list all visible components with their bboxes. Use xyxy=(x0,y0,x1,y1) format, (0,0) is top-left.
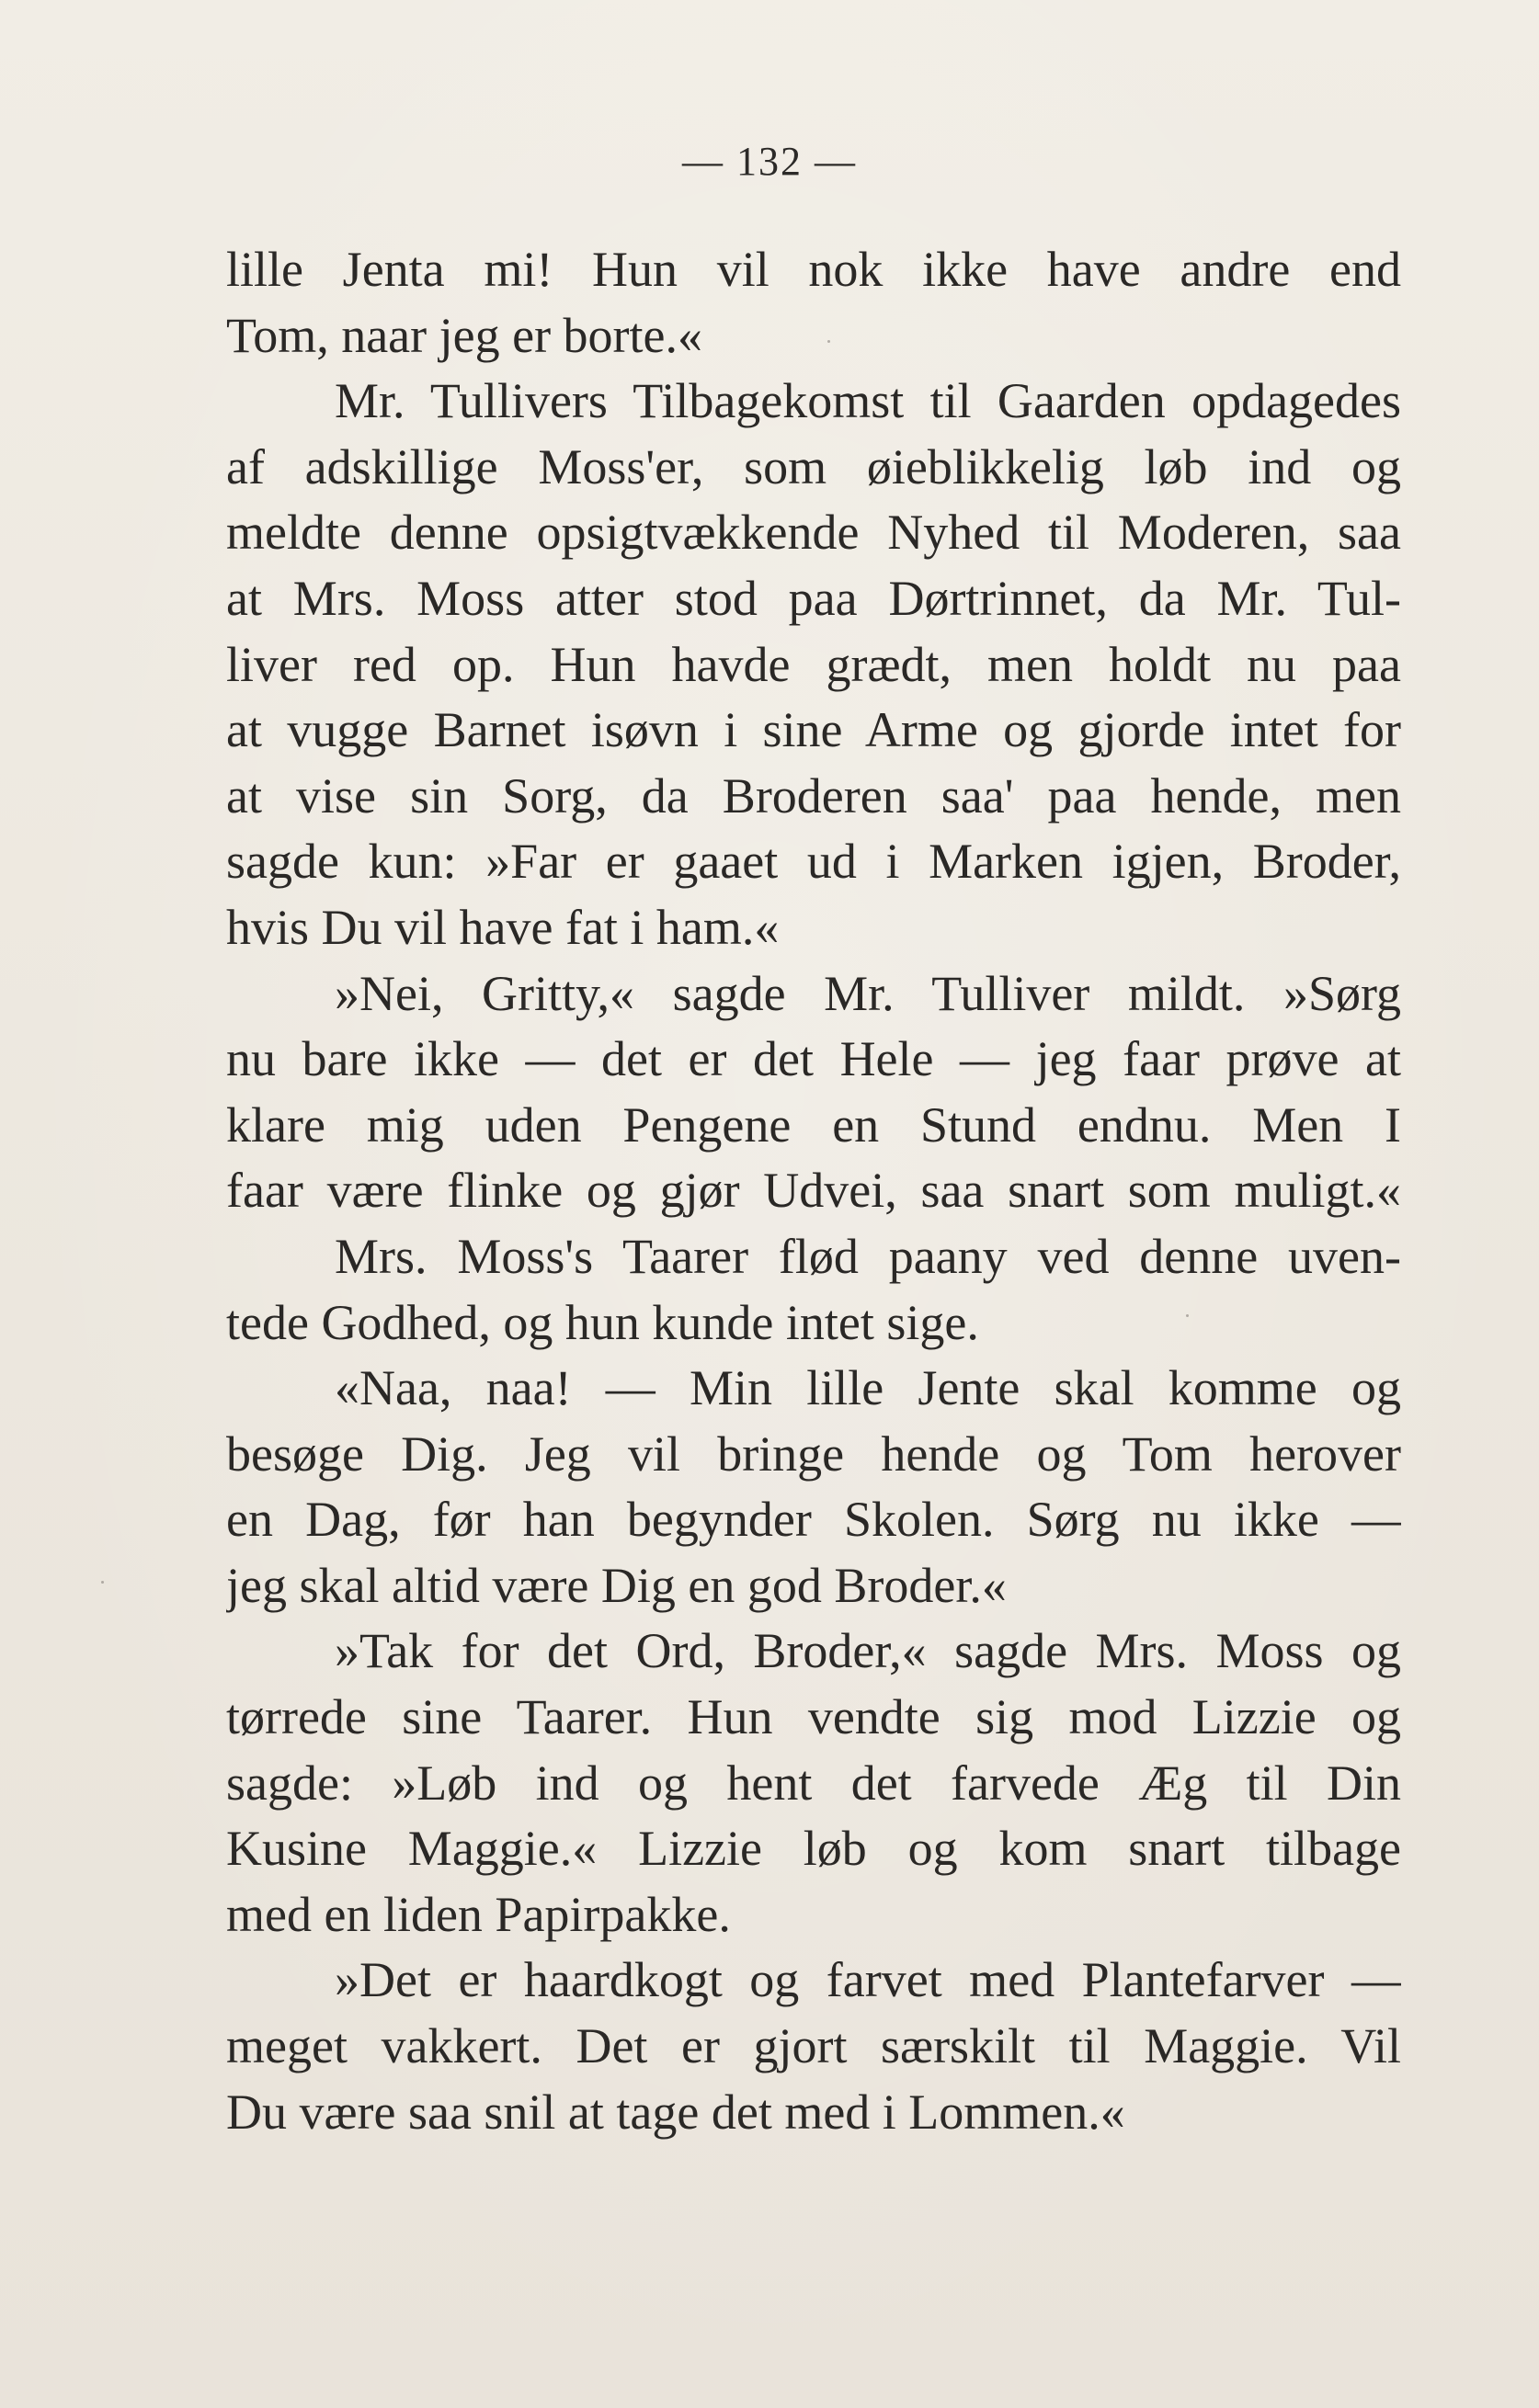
text-line: besøge Dig. Jeg vil bringe hende og Tom herover xyxy=(226,1425,1401,1482)
text-line: faar være flinke og gjør Udvei, saa snart som muligt.« xyxy=(226,1163,1401,1219)
text-line: en Dag, før han begynder Skolen. Sørg nu ikke — xyxy=(226,1492,1401,1548)
text-line: Mrs. Moss's Taarer flød paany ved denne uven- xyxy=(335,1228,1401,1284)
text-line: sagde kun: »Far er gaaet ud i Marken igjen, Broder, xyxy=(226,834,1401,890)
text-line: liver red op. Hun havde grædt, men holdt nu paa xyxy=(226,636,1401,692)
text-line: lille Jenta mi! Hun vil nok ikke have andre end xyxy=(226,242,1401,297)
paper-speck xyxy=(827,340,830,343)
text-line: Tom, naar jeg er borte.« xyxy=(226,307,703,363)
text-line: sagde: »Løb ind og hent det farvede Æg til Din xyxy=(226,1755,1401,1811)
page-number: — 132 — xyxy=(682,139,857,184)
text-line: meget vakkert. Det er gjort særskilt til Maggie. Vil xyxy=(226,2018,1401,2074)
text-line: tørrede sine Taarer. Hun vendte sig mod Lizzie og xyxy=(226,1689,1401,1745)
text-line: af adskillige Moss'er, som øieblikkelig løb ind og xyxy=(226,438,1401,494)
text-line: meldte denne opsigtvækkende Nyhed til Moderen, saa xyxy=(226,505,1401,561)
text-line: Mr. Tullivers Tilbagekomst til Gaarden opdagedes xyxy=(335,373,1401,429)
body-text xyxy=(226,237,1401,2145)
text-line: «Naa, naa! — Min lille Jente skal komme og xyxy=(335,1360,1401,1416)
paper-speck xyxy=(1186,1314,1189,1317)
paper-speck xyxy=(101,1581,104,1584)
text-line: tede Godhed, og hun kunde intet sige. xyxy=(226,1294,979,1350)
text-line: at Mrs. Moss atter stod paa Dørtrinnet, da Mr. Tul- xyxy=(226,570,1401,626)
text-line: med en liden Papirpakke. xyxy=(226,1886,731,1942)
text-line: »Det er haardkogt og farvet med Plantefarver — xyxy=(335,1952,1401,2008)
text-line: at vise sin Sorg, da Broderen saa' paa hende, men xyxy=(226,767,1401,823)
text-line: klare mig uden Pengene en Stund endnu. Men I xyxy=(226,1096,1401,1153)
text-line: »Tak for det Ord, Broder,« sagde Mrs. Moss og xyxy=(335,1623,1401,1679)
text-line: Kusine Maggie.« Lizzie løb og kom snart tilbage xyxy=(226,1821,1401,1877)
text-line: jeg skal altid være Dig en god Broder.« xyxy=(226,1557,1007,1613)
text-line: »Nei, Gritty,« sagde Mr. Tulliver mildt. »Sørg xyxy=(335,965,1401,1021)
text-line: at vugge Barnet isøvn i sine Arme og gjorde intet for xyxy=(226,702,1401,758)
text-line: hvis Du vil have fat i ham.« xyxy=(226,899,780,955)
text-line: nu bare ikke — det er det Hele — jeg faar prøve at xyxy=(226,1031,1401,1087)
text-line: Du være saa snil at tage det med i Lommen.« xyxy=(226,2084,1125,2140)
